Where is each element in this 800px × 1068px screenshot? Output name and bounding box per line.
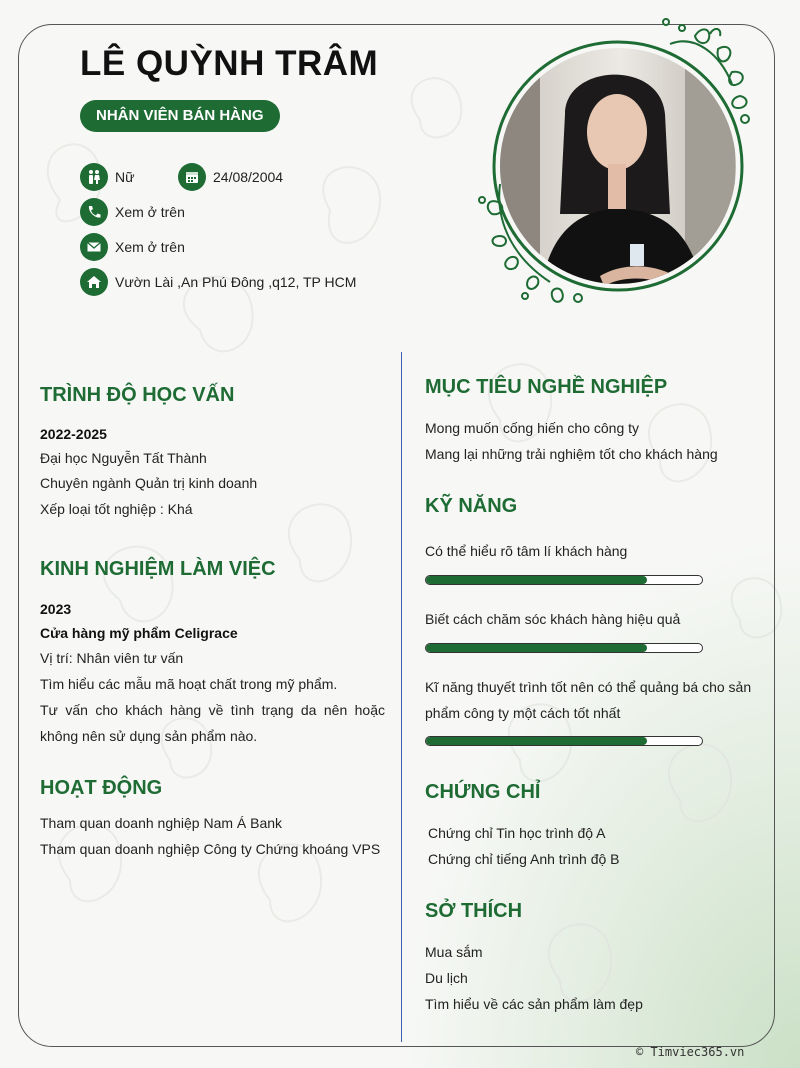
certificates-title: CHỨNG CHỈ [425,781,541,803]
skill-label: Biết cách chăm sóc khách hàng hiệu quả [425,611,681,627]
phone-row [80,198,185,226]
skill-bar-fill [426,644,647,652]
experience-task-2: Tư vấn cho khách hàng về tình trạng da nên hoặc không nên sử dụng sản phẩm nào. [40,702,385,744]
watermark: © Timviec365.vn [636,1045,745,1059]
gender-icon [80,163,108,191]
skill-bar-fill [426,737,647,745]
phone-value: Xem ở trên [115,204,185,220]
experience-company: Cửa hàng mỹ phẩm Celigrace [40,625,238,641]
email-row [80,233,185,261]
birthday-row [178,163,283,191]
experience-year: 2023 [40,601,72,617]
address-row [80,268,356,296]
activity-item: Tham quan doanh nghiệp Nam Á Bank [40,815,283,831]
home-icon [80,268,108,296]
job-title-badge: NHÂN VIÊN BÁN HÀNG [80,100,280,132]
profile-photo-frame [470,14,760,310]
skills-title: KỸ NĂNG [425,495,518,517]
certificate-item: Chứng chỉ tiếng Anh trình độ B [428,851,620,867]
education-period: 2022-2025 [40,426,107,442]
calendar-icon [178,163,206,191]
education-grade: Xếp loại tốt nghiệp : Khá [40,501,193,517]
experience-task-1: Tìm hiểu các mẫu mã hoạt chất trong mỹ phẩm. [40,676,338,692]
education-major: Chuyên ngành Quản trị kinh doanh [40,475,258,491]
objective-title: MỤC TIÊU NGHỀ NGHIỆP [425,376,668,398]
skill-label: Có thể hiểu rõ tâm lí khách hàng [425,543,628,559]
gender-value: Nữ [115,169,135,185]
skill-bar [425,736,703,746]
hobbies-title: SỞ THÍCH [425,900,523,922]
objective-line: Mang lại những trải nghiệm tốt cho khách hàng [425,446,718,462]
education-school: Đại học Nguyễn Tất Thành [40,450,207,466]
column-divider [401,352,402,1042]
skill-bar [425,643,703,653]
education-title: TRÌNH ĐỘ HỌC VẤN [40,384,235,406]
activity-item: Tham quan doanh nghiệp Công ty Chứng khoáng VPS [40,841,381,857]
email-value: Xem ở trên [115,239,185,255]
hobby-item: Mua sắm [425,944,483,960]
experience-position: Vị trí: Nhân viên tư vấn [40,650,184,666]
certificate-item: Chứng chỉ Tin học trình độ A [428,825,606,841]
skill-label: Kĩ năng thuyết trình tốt nên có thể quảng bá cho sản phẩm công ty một cách tốt nhất [425,679,752,721]
phone-icon [80,198,108,226]
experience-title: KINH NGHIỆM LÀM VIỆC [40,558,276,580]
envelope-icon [80,233,108,261]
skill-bar [425,575,703,585]
activities-title: HOẠT ĐỘNG [40,777,163,799]
hobby-item: Tìm hiểu về các sản phẩm làm đẹp [425,996,643,1012]
address-value: Vườn Lài ,An Phú Đông ,q12, TP HCM [115,274,357,290]
birthday-value: 24/08/2004 [213,169,284,185]
candidate-name: LÊ QUỲNH TRÂM [80,44,379,83]
profile-photo [490,34,750,310]
objective-line: Mong muốn cống hiến cho công ty [425,420,640,436]
gender-row [80,163,134,191]
skill-bar-fill [426,576,647,584]
hobby-item: Du lịch [425,970,468,986]
